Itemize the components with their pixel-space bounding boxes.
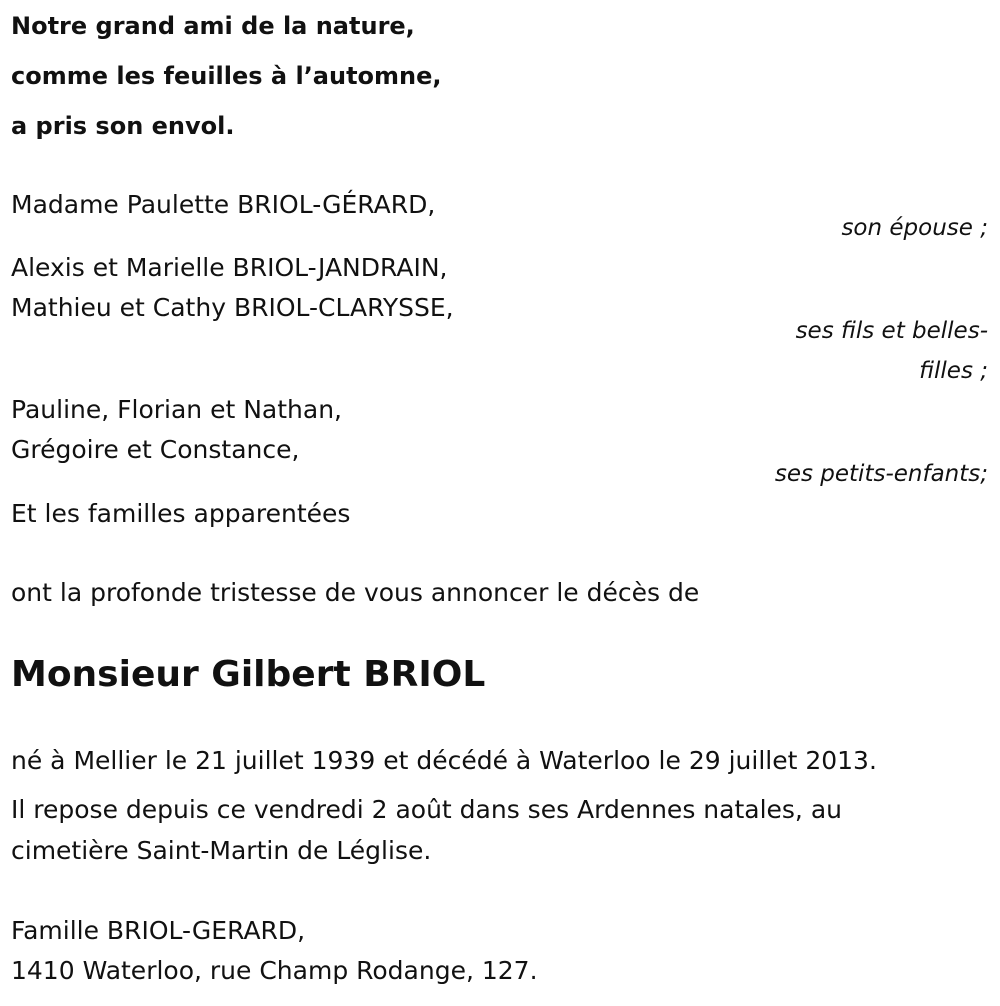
announcement-text: ont la profonde tristesse de vous annoncer le décès de <box>11 578 700 607</box>
grandchildren-relation: ses petits-enfants; <box>774 461 988 487</box>
contact-address: 1410 Waterloo, rue Champ Rodange, 127. <box>11 956 538 985</box>
burial-line-1: Il repose depuis ce vendredi 2 août dans ses Ardennes natales, au <box>11 795 842 824</box>
spouse-name: Madame Paulette BRIOL-GÉRARD, <box>11 190 436 219</box>
intro-line-3: a pris son envol. <box>11 112 235 140</box>
contact-family: Famille BRIOL-GERARD, <box>11 916 306 945</box>
sons-relation-line-2: filles ; <box>919 358 988 384</box>
other-families: Et les familles apparentées <box>11 499 351 528</box>
intro-line-1: Notre grand ami de la nature, <box>11 12 415 40</box>
sons-relation-line-1: ses fils et belles- <box>795 318 988 344</box>
spouse-relation: son épouse ; <box>841 215 988 241</box>
grandchildren-line-2: Grégoire et Constance, <box>11 435 300 464</box>
son-line-2: Mathieu et Cathy BRIOL-CLARYSSE, <box>11 293 454 322</box>
burial-line-2: cimetière Saint-Martin de Léglise. <box>11 836 432 865</box>
deceased-name: Monsieur Gilbert BRIOL <box>11 654 486 695</box>
birth-death-line: né à Mellier le 21 juillet 1939 et décédé à Waterloo le 29 juillet 2013. <box>11 746 877 775</box>
grandchildren-line-1: Pauline, Florian et Nathan, <box>11 395 342 424</box>
son-line-1: Alexis et Marielle BRIOL-JANDRAIN, <box>11 253 448 282</box>
intro-line-2: comme les feuilles à l’automne, <box>11 62 442 90</box>
